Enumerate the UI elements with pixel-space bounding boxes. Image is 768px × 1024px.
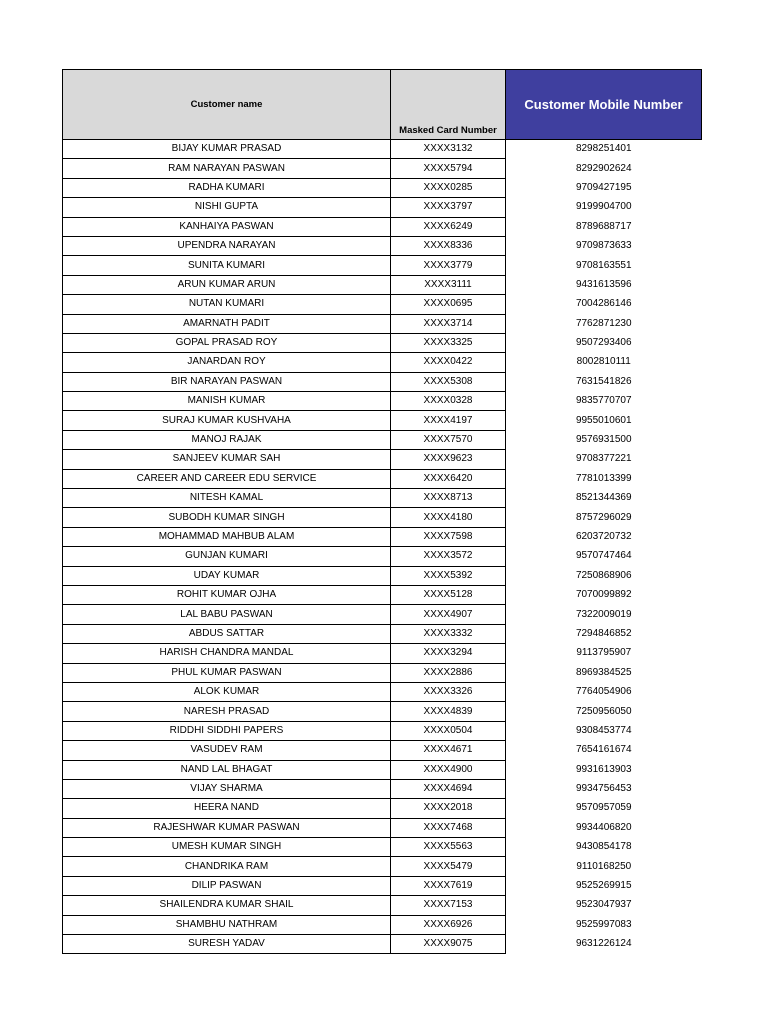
table-row xyxy=(63,295,702,314)
cell-customer-name: UDAY KUMAR xyxy=(63,566,391,585)
table-row xyxy=(63,585,702,604)
cell-customer-name: SUNITA KUMARI xyxy=(63,256,391,275)
cell-mobile-number: 7004286146 xyxy=(575,298,632,310)
cell-masked-card-number: XXXX5128 xyxy=(391,585,506,604)
cell-masked-card-number: XXXX4197 xyxy=(391,411,506,430)
cell-mobile-number: 9934756453 xyxy=(575,783,632,795)
cell-customer-name: NARESH PRASAD xyxy=(63,702,391,721)
table-row xyxy=(63,547,702,566)
table-row xyxy=(63,605,702,624)
cell-mobile-number: 7762871230 xyxy=(575,317,632,329)
cell-customer-name: NITESH KAMAL xyxy=(63,489,391,508)
cell-masked-card-number: XXXX8713 xyxy=(391,489,506,508)
cell-mobile-number: 7322009019 xyxy=(575,608,632,620)
cell-masked-card-number: XXXX5563 xyxy=(391,838,506,857)
cell-mobile-number: 9576931500 xyxy=(575,434,632,446)
cell-mobile-number: 6203720732 xyxy=(575,531,632,542)
table-body xyxy=(63,140,702,954)
cell-customer-name: ALOK KUMAR xyxy=(63,682,391,701)
table-row xyxy=(63,896,702,915)
table-row xyxy=(63,876,702,895)
cell-mobile-number: 9523047937 xyxy=(575,899,632,911)
cell-customer-name: JANARDAN ROY xyxy=(63,353,391,372)
cell-mobile-number: 8292902624 xyxy=(575,162,632,174)
table-row xyxy=(63,566,702,585)
cell-mobile-number: 8521344369 xyxy=(575,492,632,504)
cell-masked-card-number: XXXX5479 xyxy=(391,857,506,876)
table-row xyxy=(63,353,702,372)
table-row xyxy=(63,469,702,488)
cell-masked-card-number: XXXX0422 xyxy=(391,353,506,372)
cell-masked-card-number: XXXX8336 xyxy=(391,236,506,255)
cell-mobile-number: 9631226124 xyxy=(575,938,632,950)
table-row xyxy=(63,702,702,721)
cell-customer-name: RAJESHWAR KUMAR PASWAN xyxy=(63,818,391,837)
cell-mobile-number: 9525269915 xyxy=(575,880,632,892)
cell-mobile-number: 9431613596 xyxy=(575,278,632,290)
cell-mobile-number: 9199904700 xyxy=(575,201,632,213)
cell-customer-name: RIDDHI SIDDHI PAPERS xyxy=(63,721,391,740)
cell-masked-card-number: XXXX5794 xyxy=(391,159,506,178)
table-row xyxy=(63,624,702,643)
cell-customer-name: MANISH KUMAR xyxy=(63,392,391,411)
table-row xyxy=(63,838,702,857)
cell-mobile-number: 7294846852 xyxy=(575,627,632,639)
cell-customer-name: ROHIT KUMAR OJHA xyxy=(63,585,391,604)
cell-mobile-number: 9835770707 xyxy=(575,395,632,407)
cell-customer-name: CHANDRIKA RAM xyxy=(63,857,391,876)
cell-customer-name: ABDUS SATTAR xyxy=(63,624,391,643)
cell-masked-card-number: XXXX4671 xyxy=(391,741,506,760)
cell-customer-name: BIJAY KUMAR PRASAD xyxy=(63,140,391,159)
table-row xyxy=(63,450,702,469)
cell-customer-name: PHUL KUMAR PASWAN xyxy=(63,663,391,682)
cell-mobile-number: 7631541826 xyxy=(575,375,632,387)
cell-mobile-number: 9570747464 xyxy=(575,550,632,562)
table-row xyxy=(63,799,702,818)
cell-mobile-number: 9708377221 xyxy=(575,453,632,465)
cell-masked-card-number: XXXX7570 xyxy=(391,430,506,449)
cell-masked-card-number: XXXX3325 xyxy=(391,333,506,352)
header-customer-name: Customer name xyxy=(63,70,391,140)
cell-mobile-number: 9110168250 xyxy=(576,860,632,872)
cell-masked-card-number: XXXX4839 xyxy=(391,702,506,721)
cell-mobile-number: 7781013399 xyxy=(575,472,632,484)
table-row xyxy=(63,430,702,449)
cell-customer-name: VIJAY SHARMA xyxy=(63,779,391,798)
cell-masked-card-number: XXXX2886 xyxy=(391,663,506,682)
table-row xyxy=(63,178,702,197)
table-row xyxy=(63,314,702,333)
table-row xyxy=(63,140,702,159)
cell-customer-name: LAL BABU PASWAN xyxy=(63,605,391,624)
cell-customer-name: SUBODH KUMAR SINGH xyxy=(63,508,391,527)
table-row xyxy=(63,372,702,391)
cell-customer-name: MANOJ RAJAK xyxy=(63,430,391,449)
cell-mobile-number: 7250956050 xyxy=(575,705,632,717)
cell-customer-name: RADHA KUMARI xyxy=(63,178,391,197)
cell-masked-card-number: XXXX9075 xyxy=(391,935,506,954)
table-row xyxy=(63,275,702,294)
cell-customer-name: GUNJAN KUMARI xyxy=(63,547,391,566)
table-row xyxy=(63,721,702,740)
cell-customer-name: DILIP PASWAN xyxy=(63,876,391,895)
cell-mobile-number: 9709427195 xyxy=(575,181,632,193)
table-row xyxy=(63,256,702,275)
cell-masked-card-number: XXXX0328 xyxy=(391,392,506,411)
cell-masked-card-number: XXXX6420 xyxy=(391,469,506,488)
table-row xyxy=(63,217,702,236)
header-row xyxy=(63,70,702,140)
cell-masked-card-number: XXXX3714 xyxy=(391,314,506,333)
header-customer-mobile-number: Customer Mobile Number xyxy=(506,70,702,140)
table-row xyxy=(63,644,702,663)
table-row xyxy=(63,741,702,760)
table-row xyxy=(63,392,702,411)
header-masked-card-number: Masked Card Number xyxy=(391,70,506,140)
spreadsheet xyxy=(62,69,702,954)
cell-customer-name: MOHAMMAD MAHBUB ALAM xyxy=(63,527,391,546)
cell-customer-name: KANHAIYA PASWAN xyxy=(63,217,391,236)
table-row xyxy=(63,682,702,701)
cell-customer-name: SHAMBHU NATHRAM xyxy=(63,915,391,934)
cell-masked-card-number: XXXX7598 xyxy=(391,527,506,546)
table-row xyxy=(63,159,702,178)
table-row xyxy=(63,663,702,682)
cell-masked-card-number: XXXX4694 xyxy=(391,779,506,798)
cell-mobile-number: 8969384525 xyxy=(575,666,632,678)
cell-masked-card-number: XXXX2018 xyxy=(391,799,506,818)
table-row xyxy=(63,818,702,837)
cell-customer-name: GOPAL PRASAD ROY xyxy=(63,333,391,352)
cell-mobile-number: 7070099892 xyxy=(575,589,632,601)
table-row xyxy=(63,411,702,430)
cell-masked-card-number: XXXX0285 xyxy=(391,178,506,197)
cell-mobile-number: 8757296029 xyxy=(575,511,632,523)
cell-masked-card-number: XXXX3294 xyxy=(391,644,506,663)
cell-customer-name: NISHI GUPTA xyxy=(63,198,391,217)
cell-mobile-number: 7654161674 xyxy=(575,744,632,756)
cell-masked-card-number: XXXX3132 xyxy=(391,140,506,159)
cell-mobile-number: 9507293406 xyxy=(575,337,632,349)
cell-mobile-number: 9570957059 xyxy=(575,802,632,814)
table-row xyxy=(63,935,702,954)
cell-mobile-number: 7250868906 xyxy=(575,569,632,581)
cell-masked-card-number: XXXX3332 xyxy=(391,624,506,643)
cell-masked-card-number: XXXX0695 xyxy=(391,295,506,314)
cell-mobile-number: 9708163551 xyxy=(575,259,632,271)
cell-masked-card-number: XXXX6926 xyxy=(391,915,506,934)
cell-masked-card-number: XXXX5308 xyxy=(391,372,506,391)
cell-mobile-number: 9955010601 xyxy=(575,414,632,426)
cell-masked-card-number: XXXX3111 xyxy=(391,275,506,294)
cell-customer-name: BIR NARAYAN PASWAN xyxy=(63,372,391,391)
cell-mobile-number: 9934406820 xyxy=(575,821,632,833)
cell-masked-card-number: XXXX7468 xyxy=(391,818,506,837)
table-row xyxy=(63,760,702,779)
cell-masked-card-number: XXXX7153 xyxy=(391,896,506,915)
cell-customer-name: RAM NARAYAN PASWAN xyxy=(63,159,391,178)
table-row xyxy=(63,489,702,508)
cell-masked-card-number: XXXX4180 xyxy=(391,508,506,527)
cell-masked-card-number: XXXX9623 xyxy=(391,450,506,469)
cell-mobile-number: 7764054906 xyxy=(575,686,632,698)
cell-customer-name: SHAILENDRA KUMAR SHAIL xyxy=(63,896,391,915)
table-row xyxy=(63,333,702,352)
table-row xyxy=(63,508,702,527)
table-row xyxy=(63,527,702,546)
cell-customer-name: UPENDRA NARAYAN xyxy=(63,236,391,255)
cell-customer-name: UMESH KUMAR SINGH xyxy=(63,838,391,857)
table-row xyxy=(63,236,702,255)
cell-masked-card-number: XXXX3797 xyxy=(391,198,506,217)
cell-mobile-number: 9113795907 xyxy=(576,647,632,659)
cell-masked-card-number: XXXX4900 xyxy=(391,760,506,779)
table-row xyxy=(63,779,702,798)
table-row xyxy=(63,857,702,876)
cell-mobile-number: 9931613903 xyxy=(575,763,632,775)
cell-mobile-number: 9709873633 xyxy=(575,240,632,252)
cell-masked-card-number: XXXX0504 xyxy=(391,721,506,740)
cell-mobile-number: 9525997083 xyxy=(575,918,632,930)
cell-masked-card-number: XXXX7619 xyxy=(391,876,506,895)
cell-masked-card-number: XXXX3779 xyxy=(391,256,506,275)
cell-customer-name: VASUDEV RAM xyxy=(63,741,391,760)
cell-customer-name: SANJEEV KUMAR SAH xyxy=(63,450,391,469)
cell-mobile-number: 8789688717 xyxy=(575,220,632,232)
cell-masked-card-number: XXXX3326 xyxy=(391,682,506,701)
cell-masked-card-number: XXXX5392 xyxy=(391,566,506,585)
cell-masked-card-number: XXXX3572 xyxy=(391,547,506,566)
cell-customer-name: HARISH CHANDRA MANDAL xyxy=(63,644,391,663)
cell-customer-name: ARUN KUMAR ARUN xyxy=(63,275,391,294)
cell-customer-name: SURAJ KUMAR KUSHVAHA xyxy=(63,411,391,430)
cell-customer-name: HEERA NAND xyxy=(63,799,391,818)
cell-customer-name: NAND LAL BHAGAT xyxy=(63,760,391,779)
cell-mobile-number: 9430854178 xyxy=(575,841,632,853)
cell-masked-card-number: XXXX4907 xyxy=(391,605,506,624)
cell-mobile-number: 8002810111 xyxy=(576,356,631,368)
cell-customer-name: NUTAN KUMARI xyxy=(63,295,391,314)
cell-mobile-number: 8298251401 xyxy=(575,143,632,155)
cell-masked-card-number: XXXX6249 xyxy=(391,217,506,236)
cell-customer-name: AMARNATH PADIT xyxy=(63,314,391,333)
table-row xyxy=(63,915,702,934)
table-row xyxy=(63,198,702,217)
cell-customer-name: CAREER AND CAREER EDU SERVICE xyxy=(63,469,391,488)
cell-mobile-number: 9308453774 xyxy=(575,724,632,736)
customer-table xyxy=(62,69,702,954)
cell-customer-name: SURESH YADAV xyxy=(63,935,391,954)
